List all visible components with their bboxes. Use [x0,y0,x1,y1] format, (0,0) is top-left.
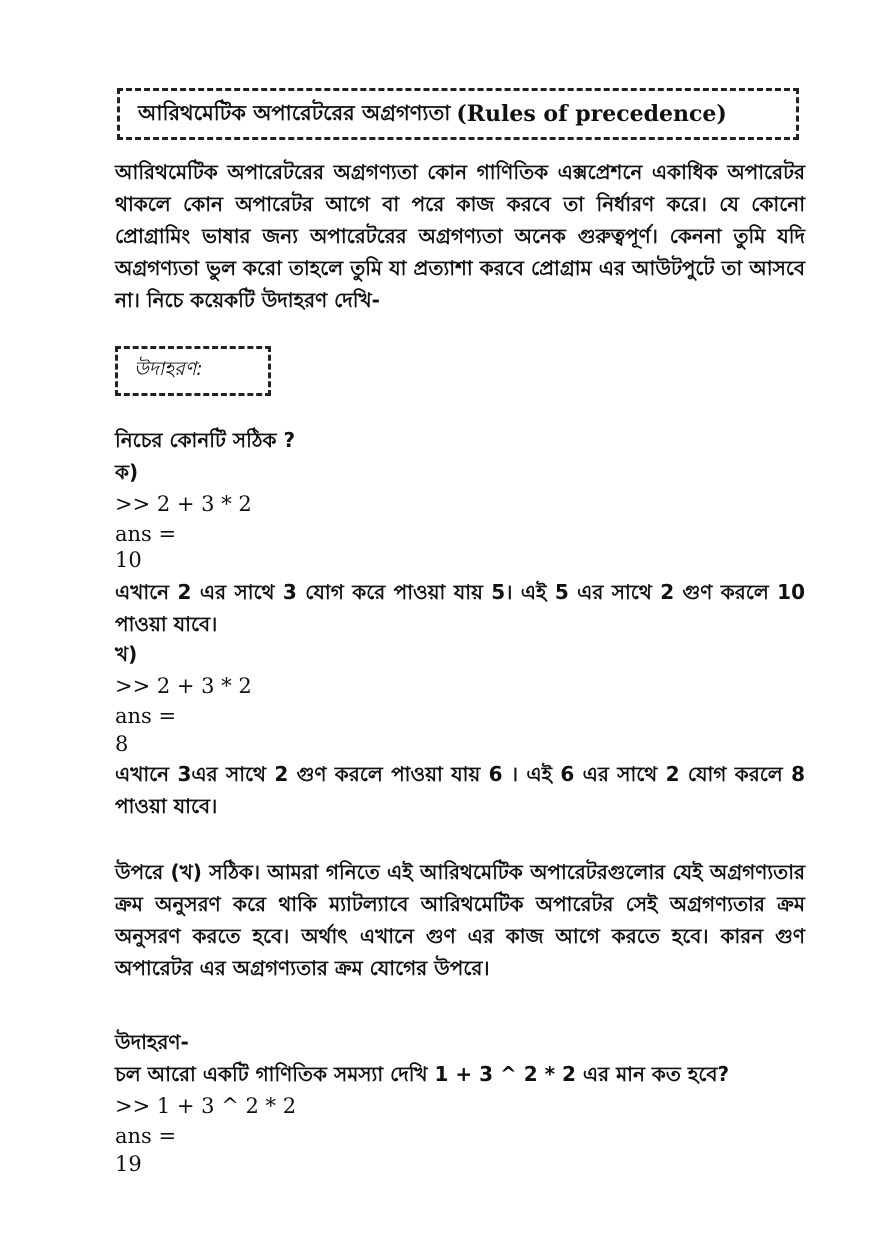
example2-prompt: চল আরো একটি গাণিতিক সমস্যা দেখি 1 + 3 ^ 2 * 2 এর মান কত হবে? [115,1062,730,1086]
option-a-command: >> 2 + 3 * 2 [115,492,252,516]
heading-english: (Rules of precedence) [456,101,727,127]
heading-bengali: আরিথমেটিক অপারেটরের অগ্রগণ্যতা [138,100,451,125]
option-a-explanation: এখানে 2 এর সাথে 3 যোগ করে পাওয়া যায় 5। এই 5 এর সাথে 2 গুণ করলে 10 পাওয়া যাবে। [115,580,805,636]
section-heading-box [117,88,799,140]
option-a-result: 10 [115,548,142,572]
question-text: নিচের কোনটি সঠিক ? [115,428,296,452]
intro-paragraph: আরিথমেটিক অপারেটরের অগ্রগণ্যতা কোন গাণিতিক এক্সপ্রেশনে একাধিক অপারেটর থাকলে কোন অপারেটর আগে বা পরে কাজ করবে তা নির্ধারণ করে। যে কোনো প্রোগ্রামিং ভাষার জন্য অপারেটরের অগ্রগণ্যতা অনেক গুরুত্বপূর্ণ। কেননা তুমি যদি অগ্রগণ্যতা ভুল করো তাহলে তুমি যা প্রত্যাশা করবে প্রোগ্রাম এর আউটপুটে তা আসবে না। নিচে কয়েকটি উদাহরণ দেখি- [115,160,805,312]
example2-command: >> 1 + 3 ^ 2 * 2 [115,1094,297,1118]
option-b-explanation: এখানে 3এর সাথে 2 গুণ করলে পাওয়া যায় 6 । এই 6 এর সাথে 2 যোগ করলে 8 পাওয়া যাবে। [115,762,805,818]
option-b-label: খ) [115,642,138,666]
example-label: উদাহরণ: [134,358,203,380]
example-label-box [115,346,271,396]
conclusion-paragraph: উপরে (খ) সঠিক। আমরা গনিতে এই আরিথমেটিক অপারেটরগুলোর যেই অগ্রগণ্যতার ক্রম অনুসরণ করে থাকি ম্যাটল্যাবে আরিথমেটিক অপারেটর সেই অগ্রগণ্যতার ক্রম অনুসরণ করতে হবে। অর্থাৎ এখানে গুণ এর কাজ আগে করতে হবে। কারন গুণ অপারেটর এর অগ্রগণ্যতার ক্রম যোগের উপরে। [115,860,805,980]
option-b-ans-label: ans = [115,704,177,728]
option-b-command: >> 2 + 3 * 2 [115,674,252,698]
option-b-result: 8 [115,732,129,756]
option-a-label: ক) [115,460,139,484]
example2-ans-label: ans = [115,1124,177,1148]
example2-result: 19 [115,1152,142,1176]
example2-label: উদাহরণ- [115,1030,189,1054]
option-a-ans-label: ans = [115,522,177,546]
